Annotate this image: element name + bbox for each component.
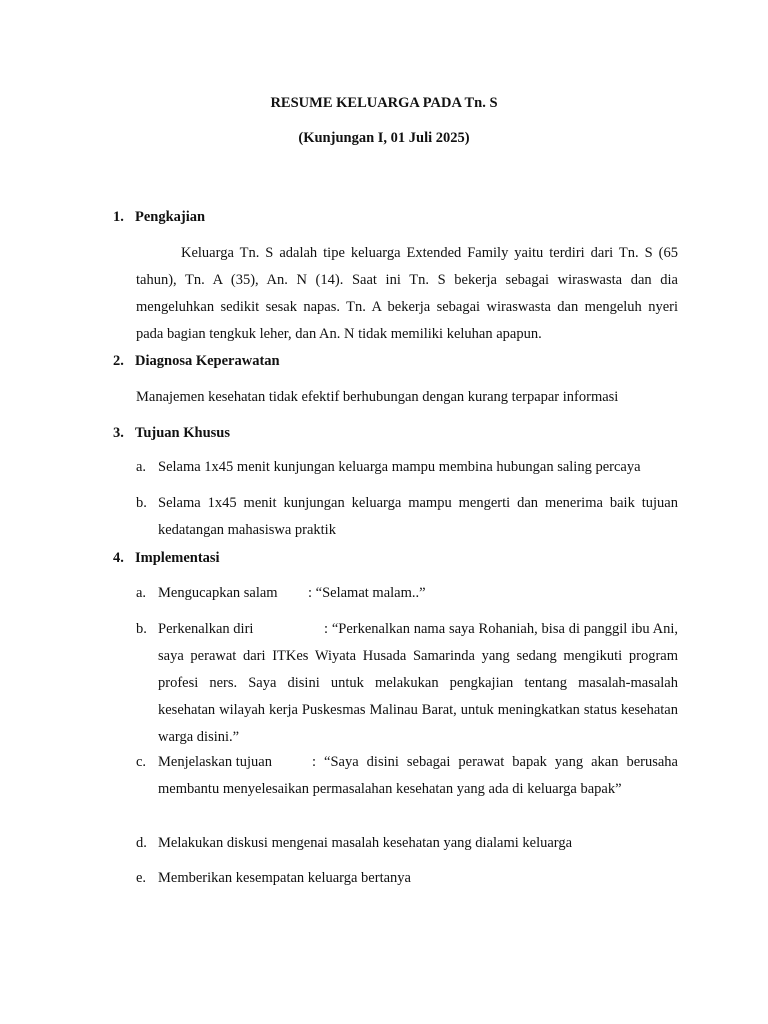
item-separator: : [324,621,329,637]
list-item-letter: b. [136,495,147,511]
list-item-text: Selama 1x45 menit kunjungan keluarga mampu mengerti dan menerima baik tujuan kedatangan mahasiswa praktik [158,495,678,538]
item-separator: : [312,754,317,770]
section-number: 2. [113,353,124,369]
section-heading: Implementasi [135,550,220,566]
list-item-letter: c. [136,754,147,770]
item-quote: “Selamat malam..” [315,585,426,601]
section-implementasi-heading [113,549,678,567]
diagnosa-paragraph: Manajemen kesehatan tidak efektif berhubungan dengan kurang terpapar informasi [136,389,619,405]
section-diagnosa-heading [113,352,678,370]
section-heading: Pengkajian [135,209,206,225]
section-tujuan-heading [113,424,678,442]
item-quote: “Saya disini sebagai perawat bapak yang akan berusaha membantu menyelesaikan permasalahan kesehatan yang ada di keluarga bapak” [158,754,678,797]
list-item [136,454,678,481]
item-label: Menjelaskan tujuan [158,754,272,770]
list-item [136,580,678,607]
list-item-text: Selama 1x45 menit kunjungan keluarga mampu membina hubungan saling percaya [158,459,641,475]
list-item [136,749,678,803]
list-item-letter: b. [136,621,147,637]
section-heading: Tujuan Khusus [135,425,230,441]
section-number: 1. [113,209,124,225]
item-label: Mengucapkan salam [158,585,278,601]
list-item-text: Melakukan diskusi mengenai masalah kesehatan yang dialami keluarga [158,835,573,851]
list-item [136,616,678,751]
list-item [136,865,678,892]
item-label: Perkenalkan diri [158,621,254,637]
list-item-letter: e. [136,870,147,886]
item-separator: : [308,585,313,601]
list-item-letter: a. [136,585,147,601]
pengkajian-paragraph: Keluarga Tn. S adalah tipe keluarga Extended Family yaitu terdiri dari Tn. S (65 tahun), Tn. A (35), An. N (14). Saat ini Tn. S bekerja sebagai wiraswasta dan dia mengeluhkan sedikit sesak napas. Tn. A bekerja sebagai wiraswasta dan mengeluh nyeri pada bagian tengkuk leher, dan An. N tidak memiliki keluhan apapun. [136,245,678,342]
list-item [136,830,678,857]
item-quote: “Perkenalkan nama saya Rohaniah, bisa di panggil ibu Ani, saya perawat dari ITKes Wiyata Husada Samarinda yang sedang mengikuti program profesi ners. Saya disini untuk melakukan pengkajian tentang masalah-masalah kesehatan wilayah kerja Puskesmas Malinau Barat, untuk meningkatkan status kesehatan warga disini.” [158,621,678,745]
section-pengkajian-heading [113,208,678,226]
list-item [136,490,678,544]
list-item-letter: a. [136,459,147,475]
section-heading: Diagnosa Keperawatan [135,353,280,369]
list-item-letter: d. [136,835,147,851]
section-number: 4. [113,550,124,566]
section-number: 3. [113,425,124,441]
document-title: RESUME KELUARGA PADA Tn. S [270,95,498,111]
document-subtitle: (Kunjungan I, 01 Juli 2025) [298,130,470,146]
list-item-text: Memberikan kesempatan keluarga bertanya [158,870,411,886]
